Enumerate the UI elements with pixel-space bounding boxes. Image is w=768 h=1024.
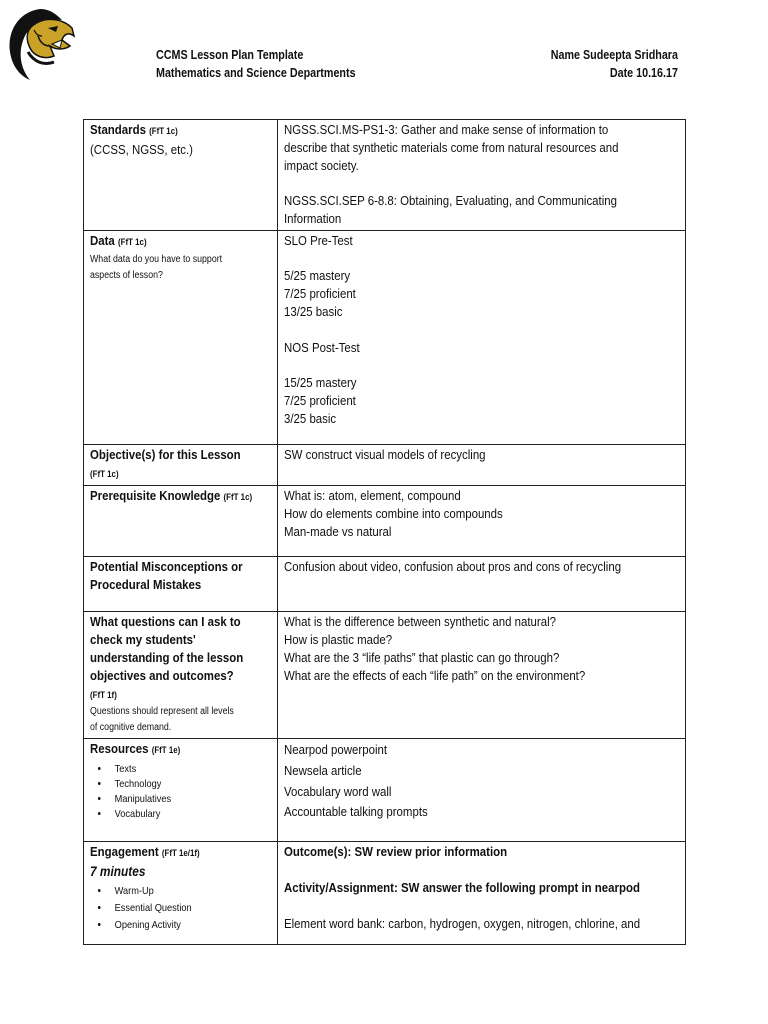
engagement-label: Engagement — [90, 844, 159, 860]
questions-label: understanding of the lesson — [90, 649, 244, 665]
prerequisite-row — [84, 486, 686, 557]
data-line: 15/25 mastery — [284, 375, 357, 391]
engagement-bullet-list — [90, 883, 200, 934]
resources-bullet-list — [90, 762, 180, 822]
list-item: • Vocabulary — [109, 807, 180, 822]
resources-content-cell — [278, 739, 686, 842]
header-left — [156, 46, 356, 82]
list-item: • Texts — [109, 762, 180, 777]
spacer — [284, 174, 618, 192]
prerequisite-fft-tag: (FfT 1c) — [223, 492, 253, 503]
teacher-name: Name Sudeepta Sridhara — [550, 48, 678, 62]
question-line: How is plastic made? — [284, 632, 393, 648]
objective-line: SW construct visual models of recycling — [284, 446, 486, 462]
standards-line: NGSS.SCI.SEP 6-8.8: Obtaining, Evaluating, and Communicating — [284, 193, 617, 209]
questions-row — [84, 612, 686, 739]
prerequisite-label-cell — [84, 486, 278, 557]
standards-line: Information — [284, 210, 342, 226]
resource-line: Nearpod powerpoint — [284, 742, 388, 758]
objective-content-cell — [278, 444, 686, 486]
lesson-date: Date 10.16.17 — [609, 66, 678, 80]
prerequisite-label: Prerequisite Knowledge — [90, 488, 221, 504]
list-item: • Essential Question — [109, 900, 199, 917]
template-title: CCMS Lesson Plan Template — [156, 48, 304, 62]
list-item: • Opening Activity — [109, 917, 199, 934]
resource-line: Newsela article — [284, 762, 362, 778]
resources-label: Resources — [90, 741, 149, 757]
objective-row — [84, 444, 686, 486]
list-item: • Technology — [109, 777, 180, 792]
objective-fft-tag: (FfT 1c) — [90, 468, 119, 479]
data-sub: aspects of lesson? — [90, 269, 163, 281]
data-content-cell — [278, 230, 686, 444]
engagement-label-cell — [84, 842, 278, 945]
engagement-outcome: Outcome(s): SW review prior information — [284, 844, 508, 860]
misconceptions-line: Confusion about video, confusion about pros and cons of recycling — [284, 559, 622, 575]
resources-row — [84, 739, 686, 842]
spacer — [284, 861, 640, 879]
prerequisite-line: What is: atom, element, compound — [284, 488, 461, 504]
misconceptions-label: Procedural Mistakes — [90, 577, 202, 593]
header-right — [551, 46, 678, 82]
data-label-cell — [84, 230, 278, 444]
resource-line: Vocabulary word wall — [284, 783, 392, 799]
engagement-word-bank: Element word bank: carbon, hydrogen, oxygen, nitrogen, chlorine, and — [284, 915, 641, 931]
questions-label: objectives and outcomes? — [90, 667, 234, 683]
standards-label: Standards — [90, 122, 146, 137]
departments-title: Mathematics and Science Departments — [156, 66, 356, 80]
spacer — [284, 356, 360, 374]
prerequisite-line: How do elements combine into compounds — [284, 506, 503, 522]
questions-fft-tag: (FfT 1f) — [90, 689, 117, 700]
resource-line: Accountable talking prompts — [284, 804, 428, 820]
standards-content-cell — [278, 120, 686, 231]
objective-label: Objective(s) for this Lesson — [90, 446, 241, 462]
engagement-content-cell — [278, 842, 686, 945]
standards-line: NGSS.SCI.MS-PS1-3: Gather and make sense of information to — [284, 122, 609, 137]
standards-sub: (CCSS, NGSS, etc.) — [90, 141, 193, 157]
lesson-plan-table — [83, 119, 686, 945]
questions-content-cell — [278, 612, 686, 739]
spacer — [284, 897, 640, 915]
standards-line: describe that synthetic materials come from natural resources and — [284, 139, 619, 155]
resources-label-cell — [84, 739, 278, 842]
resources-fft-tag: (FfT 1e) — [151, 745, 181, 756]
data-line: 3/25 basic — [284, 410, 337, 426]
data-line: 7/25 proficient — [284, 286, 356, 302]
data-line: SLO Pre-Test — [284, 232, 353, 248]
engagement-fft-tag: (FfT 1e/1f) — [161, 848, 200, 859]
list-item: • Warm-Up — [109, 883, 199, 900]
data-line: NOS Post-Test — [284, 339, 360, 355]
data-line: 5/25 mastery — [284, 268, 351, 284]
engagement-time: 7 minutes — [90, 864, 146, 880]
data-line: 7/25 proficient — [284, 392, 356, 408]
misconceptions-content-cell — [278, 557, 686, 612]
prerequisite-line: Man-made vs natural — [284, 523, 392, 539]
misconceptions-label: Potential Misconceptions or — [90, 559, 243, 575]
data-fft-tag: (FfT 1c) — [117, 236, 147, 247]
prerequisite-content-cell — [278, 486, 686, 557]
question-line: What is the difference between synthetic and natural? — [284, 614, 556, 630]
questions-sub: of cognitive demand. — [90, 722, 172, 734]
standards-fft-tag: (FfT 1c) — [149, 126, 178, 136]
data-row — [84, 230, 686, 444]
engagement-activity: Activity/Assignment: SW answer the following prompt in nearpod — [284, 879, 640, 895]
questions-sub: Questions should represent all levels — [90, 706, 234, 718]
misconceptions-label-cell — [84, 557, 278, 612]
questions-label: What questions can I ask to — [90, 614, 241, 630]
standards-line: impact society. — [284, 157, 359, 173]
data-label: Data — [90, 232, 115, 248]
questions-label: check my students' — [90, 632, 196, 648]
spacer — [284, 321, 360, 339]
question-line: What are the effects of each “life path” on the environment? — [284, 667, 586, 683]
jaguar-mascot-logo-icon — [4, 6, 76, 82]
objective-label-cell — [84, 444, 278, 486]
engagement-row — [84, 842, 686, 945]
standards-row — [84, 120, 686, 231]
misconceptions-row — [84, 557, 686, 612]
spacer — [284, 250, 360, 268]
data-line: 13/25 basic — [284, 303, 343, 319]
data-sub: What data do you have to support — [90, 253, 223, 265]
questions-label-cell — [84, 612, 278, 739]
list-item: • Manipulatives — [109, 792, 180, 807]
question-line: What are the 3 “life paths” that plastic can go through? — [284, 649, 560, 665]
standards-label-cell — [84, 120, 278, 231]
